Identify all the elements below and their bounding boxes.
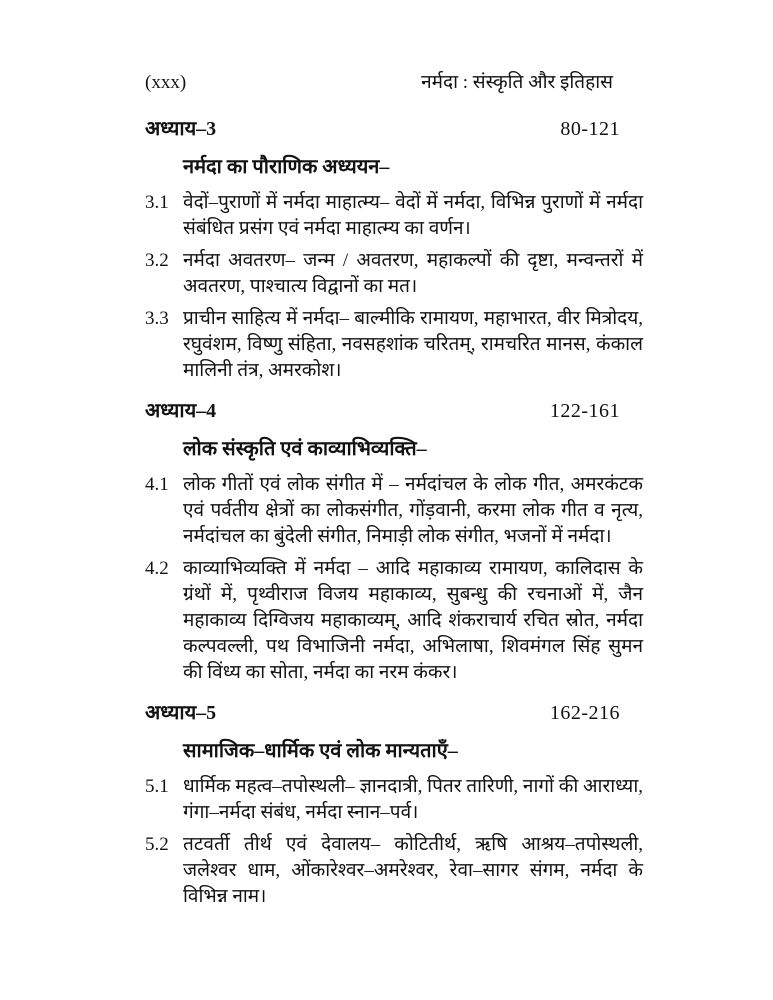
page-number-roman: (xxx) xyxy=(145,72,187,93)
toc-item xyxy=(145,248,643,300)
toc-item xyxy=(145,306,643,384)
item-number: 4.2 xyxy=(145,558,169,579)
chapter-page-range: 80-121 xyxy=(560,118,620,140)
running-title: नर्मदा : संस्कृति और इतिहास xyxy=(421,72,613,93)
chapter-section-5 xyxy=(145,700,643,910)
chapter-label: अध्याय–4 xyxy=(145,400,217,422)
chapter-title: नर्मदा का पौराणिक अध्ययन– xyxy=(183,156,390,178)
toc-item xyxy=(145,190,643,242)
chapter-title: लोक संस्कृति एवं काव्याभिव्यक्ति– xyxy=(183,438,427,460)
chapter-label: अध्याय–5 xyxy=(145,702,217,724)
toc-item xyxy=(145,556,643,686)
toc-item xyxy=(145,832,643,910)
item-text: लोक गीतों एवं लोक संगीत में – नर्मदांचल के लोक गीत, अमरकंटक एवं पर्वतीय क्षेत्रों का लोकसंगीत, गोंड़वानी, करमा लोक गीत व नृत्य, नर्मदांचल का बुंदेली संगीत, निमाड़ी लोक संगीत, भजनों में नर्मदा। xyxy=(183,474,643,547)
item-number: 3.3 xyxy=(145,308,169,329)
toc-item xyxy=(145,472,643,550)
item-number: 5.1 xyxy=(145,776,169,797)
chapter-title: सामाजिक–धार्मिक एवं लोक मान्यताएँ– xyxy=(183,740,458,762)
chapter-section-4 xyxy=(145,398,643,686)
item-text: नर्मदा अवतरण– जन्म / अवतरण, महाकल्पों की दृष्टा, मन्वन्तरों में अवतरण, पाश्चात्य विद्वानों का मत। xyxy=(183,250,643,297)
item-number: 4.1 xyxy=(145,474,169,495)
toc-item xyxy=(145,774,643,826)
item-text: वेदों–पुराणों में नर्मदा माहात्म्य– वेदों में नर्मदा, विभिन्न पुराणों में नर्मदा संबंधित प्रसंग एवं नर्मदा माहात्म्य का वर्णन। xyxy=(183,192,643,239)
item-text: काव्याभिव्यक्ति में नर्मदा – आदि महाकाव्य रामायण, कालिदास के ग्रंथों में, पृथ्वीराज विजय महाकाव्य, सुबन्धु की रचनाओं में, जैन महाकाव्य दिग्विजय महाकाव्यम्, आदि शंकराचार्य रचित स्रोत, नर्मदा कल्पवल्ली, पथ विभाजिनी नर्मदा, अभिलाषा, शिवमंगल सिंह सुमन की विंध्य का सोता, नर्मदा का नरम कंकर। xyxy=(183,558,643,683)
item-text: प्राचीन साहित्य में नर्मदा– बाल्मीकि रामायण, महाभारत, वीर मित्रोदय, रघुवंशम, विष्णु संहिता, नवसहशांक चरितम्, रामचरित मानस, कंकाल मालिनी तंत्र, अमरकोश। xyxy=(183,308,643,381)
chapter-row xyxy=(145,116,643,142)
item-number: 3.1 xyxy=(145,192,169,213)
chapter-page-range: 162-216 xyxy=(549,702,620,724)
chapter-page-range: 122-161 xyxy=(549,400,620,422)
item-text: धार्मिक महत्व–तपोस्थली– ज्ञानदात्री, पितर तारिणी, नागों की आराध्या, गंगा–नर्मदा संबंध, नर्मदा स्नान–पर्व। xyxy=(183,776,643,823)
chapter-label: अध्याय–3 xyxy=(145,118,217,140)
item-number: 3.2 xyxy=(145,250,169,271)
page-header xyxy=(145,70,643,96)
item-text: तटवर्ती तीर्थ एवं देवालय– कोटितीर्थ, ऋषि आश्रय–तपोस्थली, जलेश्वर धाम, ओंकारेश्वर–अमरेश्वर, रेवा–सागर संगम, नर्मदा के विभिन्न नाम। xyxy=(183,834,643,907)
chapter-row xyxy=(145,398,643,424)
item-number: 5.2 xyxy=(145,834,169,855)
chapter-section-3 xyxy=(145,116,643,384)
chapter-row xyxy=(145,700,643,726)
